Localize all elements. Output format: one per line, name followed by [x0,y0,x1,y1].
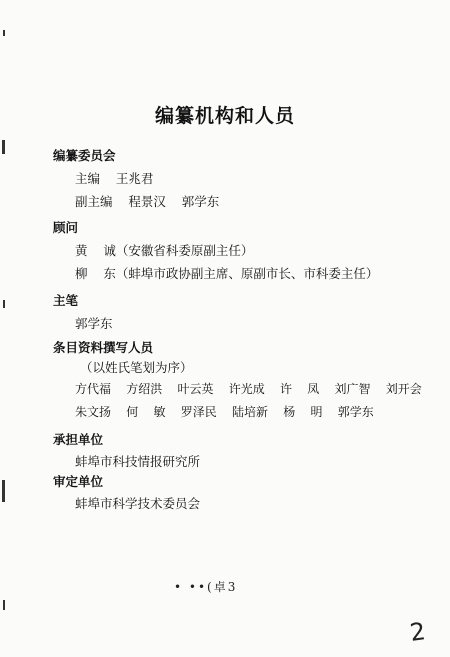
committee-line: 主编 王兆君 [75,171,154,186]
reviewer-line: 蚌埠市科学技术委员会 [75,496,201,511]
edge-mark [2,140,5,154]
page-number: 2 [408,617,428,647]
page-title: 编纂机构和人员 [154,105,295,127]
reviewer-heading: 审定单位 [53,474,104,489]
edge-mark [2,480,5,502]
advisor-line: 黄 诚（安徽省科委原副主任） [75,243,254,258]
writers-line: 朱文扬 何 敏 罗泽民 陆培新 杨 明 郭学东 [75,405,374,419]
edge-mark [3,30,5,36]
writers-note: （以姓氏笔划为序） [80,360,193,375]
footer-scribble: • ••(卓3 [174,580,238,594]
edge-mark [3,300,5,308]
edge-mark [3,600,5,610]
advisor-line: 柳 东（蚌埠市政协副主席、原副市长、市科委主任） [75,266,379,281]
advisors-heading: 顾问 [53,220,79,235]
chief-writer-line: 郭学东 [75,316,113,331]
committee-line: 副主编 程景汉 郭学东 [75,194,220,209]
undertaker-heading: 承担单位 [53,432,104,447]
chief-writer-heading: 主笔 [53,293,79,308]
writers-heading: 条目资料撰写人员 [53,340,154,355]
committee-heading: 编纂委员会 [53,148,116,163]
writers-line: 方代福 方绍洪 叶云英 许光成 许 凤 刘广智 刘开会 [75,382,422,396]
undertaker-line: 蚌埠市科技情报研究所 [75,454,201,469]
